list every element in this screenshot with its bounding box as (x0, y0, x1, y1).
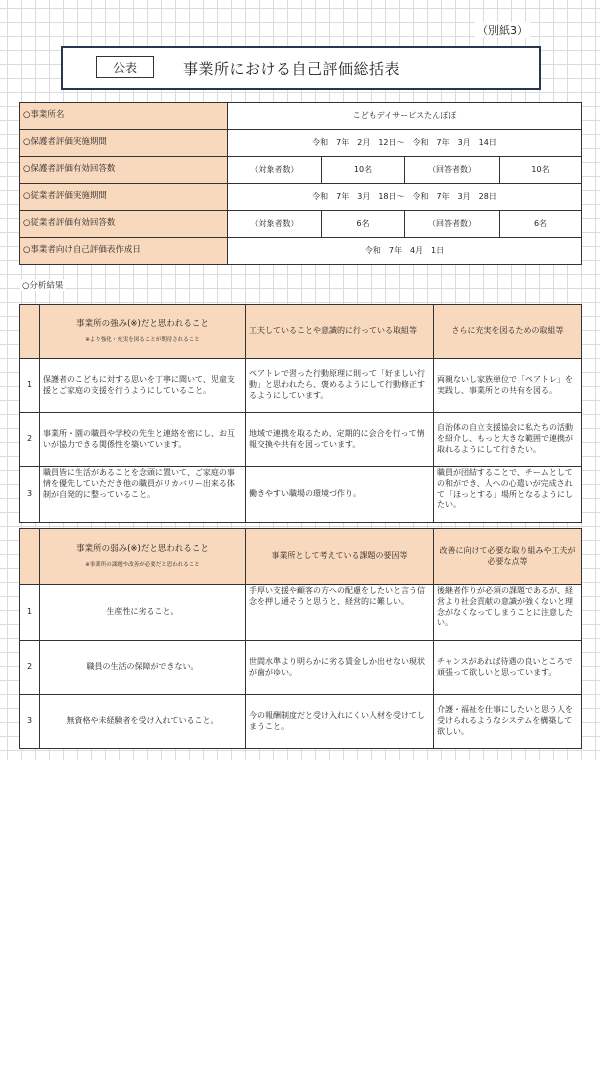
strength-effort-text: ペアトレで習った行動原理に則って「好ましい行動」と思われたら、褒めるようにして行動修正するようにしています。 (246, 359, 434, 413)
staff-target-label: （対象者数） (228, 211, 322, 238)
weakness-cause-text: 手厚い支援や顧客の方への配慮をしたいと言う信念を押し通そうと思うと、経営的に難しい。 (246, 585, 434, 641)
analysis-label: ○分析結果 (22, 281, 64, 291)
weakness-improvement-text: 後継者作りが必須の課題であるが、経営より社会貢献の意識が強くないと理念がなくなってしまうことに注意したい。 (434, 585, 582, 641)
weaknesses-table (19, 528, 582, 749)
strengths-header-row (20, 305, 582, 359)
table-row (20, 359, 582, 413)
row-number: 1 (20, 359, 40, 413)
table-row (20, 641, 582, 695)
staff-answer-label: （回答者数） (405, 211, 500, 238)
weaknesses-header-col1-note: ※事業所の課題や改善が必要だと思われること (85, 561, 200, 568)
weaknesses-header-num (20, 529, 40, 585)
staff-count-label: ○従業者評価有効回答数 (20, 211, 228, 238)
weakness-text: 職員の生活の保障ができない。 (40, 641, 246, 695)
weakness-improvement-text: 介護・福祉を仕事にしたいと思う人を受けられるようなシステムを構築して欲しい。 (434, 695, 582, 749)
strengths-header-col1 (40, 305, 246, 359)
page-title: 事業所における自己評価総括表 (183, 60, 401, 78)
row-number: 1 (20, 585, 40, 641)
staff-target-value: 6名 (322, 211, 405, 238)
staff-answer-value: 6名 (500, 211, 582, 238)
strength-text: 事業所・園の職員や学校の先生と連絡を密にし、お互いが協力できる関係性を築いています。 (40, 413, 246, 467)
row-number: 2 (20, 641, 40, 695)
strength-improvement-text: 両親ないし家族単位で「ペアトレ」を実践し、事業所との共有を図る。 (434, 359, 582, 413)
guardian-period-row (20, 130, 582, 157)
strength-improvement-text: 自治体の自立支援協会に私たちの活動を紹介し、もっと大きな範囲で連携が取れるようにして行きたい。 (434, 413, 582, 467)
strengths-table (19, 304, 582, 523)
row-number: 3 (20, 467, 40, 523)
weaknesses-header-row (20, 529, 582, 585)
weakness-cause-text: 世間水準より明らかに劣る賃金しか出せない現状が歯がゆい。 (246, 641, 434, 695)
table-row (20, 695, 582, 749)
guardian-target-label: （対象者数） (228, 157, 322, 184)
staff-count-row (20, 211, 582, 238)
public-badge: 公表 (96, 56, 154, 78)
guardian-answer-value: 10名 (500, 157, 582, 184)
guardian-target-value: 10名 (322, 157, 405, 184)
weaknesses-header-col3: 改善に向けて必要な取り組みや工夫が必要な点等 (434, 529, 582, 585)
strength-text: 保護者のこどもに対する思いを丁寧に聞いて、児童支援とご家庭の支援を行うようにしていること。 (40, 359, 246, 413)
title-box (61, 46, 541, 90)
strength-improvement-text: 職員が団結することで、チームとしての和ができ、人への心遣いが完成されて「ほっとする」場所となるようにしたい。 (434, 467, 582, 523)
strength-effort-text: 働きやすい職場の環境づ作り。 (246, 467, 434, 523)
weakness-text: 無資格や未経験者を受け入れていること。 (40, 695, 246, 749)
strength-text: 職員皆に生活があることを念頭に置いて、ご家庭の事情を優先していただき他の職員がリカバリー出来る体制が自発的に整っていること。 (40, 467, 246, 523)
summary-info-table (19, 102, 582, 265)
staff-period-value: 令和 7年 3月 18日～ 令和 7年 3月 28日 (228, 184, 582, 211)
guardian-period-value: 令和 7年 2月 12日～ 令和 7年 3月 14日 (228, 130, 582, 157)
strengths-header-num (20, 305, 40, 359)
created-row (20, 238, 582, 265)
strengths-header-col1-note: ※より強化・充実を図ることが期待されること (85, 336, 200, 343)
guardian-answer-label: （回答者数） (405, 157, 500, 184)
guardian-count-row (20, 157, 582, 184)
annex-label: （別紙3） (477, 24, 528, 37)
table-row (20, 585, 582, 641)
created-value: 令和 7年 4月 1日 (228, 238, 582, 265)
weakness-text: 生産性に劣ること。 (40, 585, 246, 641)
facility-name-value: こどもデイサービスたんぽぽ (228, 103, 582, 130)
facility-name-label: ○事業所名 (20, 103, 228, 130)
strengths-header-col2: 工夫していることや意識的に行っている取組等 (246, 305, 434, 359)
weaknesses-header-col1-title: 事業所の弱み(※)だと思われること (76, 544, 209, 555)
facility-name-row (20, 103, 582, 130)
strengths-header-col3: さらに充実を図るための取組等 (434, 305, 582, 359)
row-number: 2 (20, 413, 40, 467)
row-number: 3 (20, 695, 40, 749)
weakness-improvement-text: チャンスがあれば待遇の良いところで頑張って欲しいと思っています。 (434, 641, 582, 695)
table-row (20, 467, 582, 523)
table-row (20, 413, 582, 467)
weakness-cause-text: 今の報酬制度だと受け入れにくい人材を受けてしまうこと。 (246, 695, 434, 749)
weaknesses-header-col2: 事業所として考えている課題の要因等 (246, 529, 434, 585)
guardian-count-label: ○保護者評価有効回答数 (20, 157, 228, 184)
guardian-period-label: ○保護者評価実施期間 (20, 130, 228, 157)
weaknesses-header-col1 (40, 529, 246, 585)
strength-effort-text: 地域で連携を取るため、定期的に会合を行って情報交換や共有を図っています。 (246, 413, 434, 467)
staff-period-row (20, 184, 582, 211)
created-label: ○事業者向け自己評価表作成日 (20, 238, 228, 265)
staff-period-label: ○従業者評価実施期間 (20, 184, 228, 211)
strengths-header-col1-title: 事業所の強み(※)だと思われること (76, 319, 209, 330)
